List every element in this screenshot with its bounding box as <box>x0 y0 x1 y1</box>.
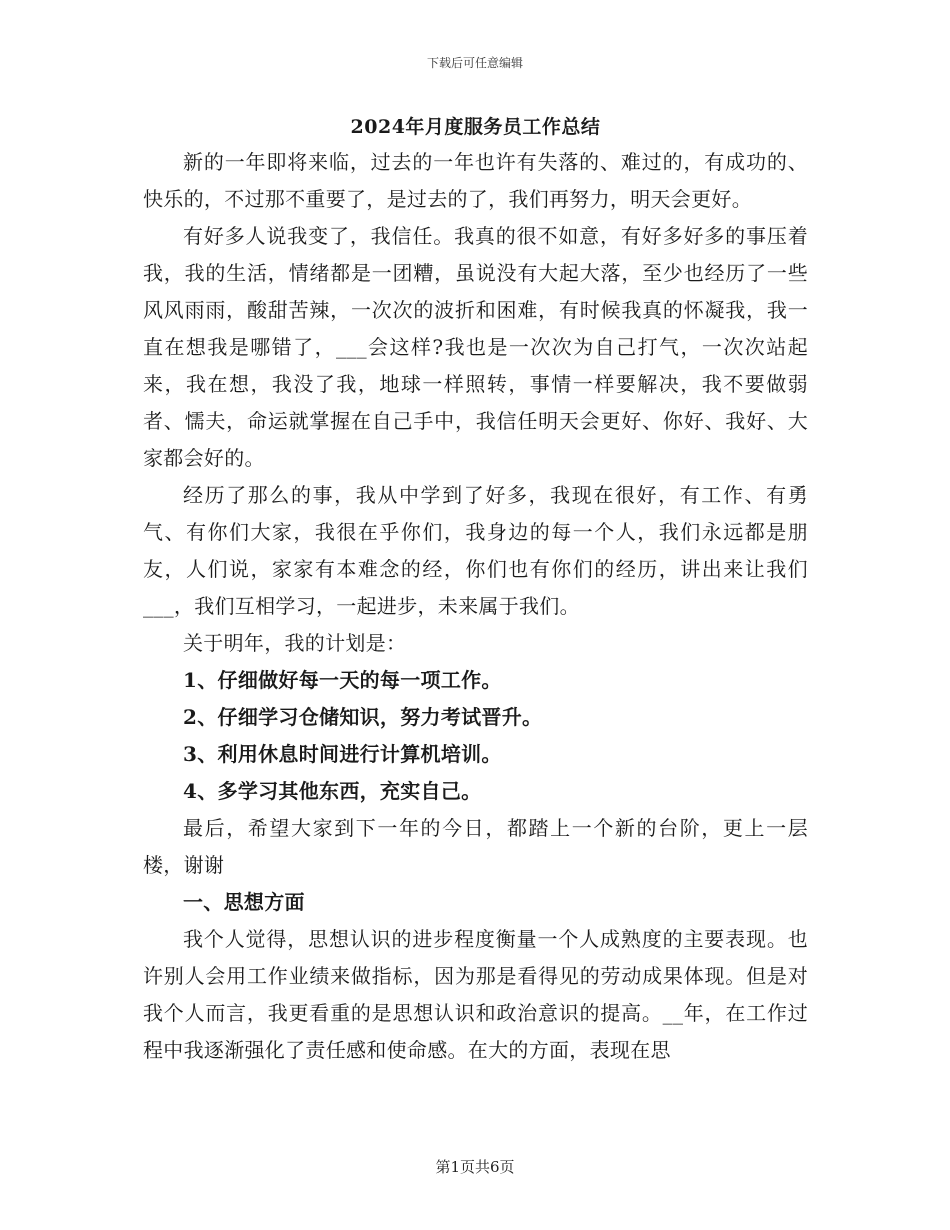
plan-item: 4、多学习其他东西，充实自己。 <box>183 779 482 803</box>
document-page <box>143 110 808 1069</box>
document-body <box>143 144 808 1069</box>
paragraph: 关于明年，我的计划是： <box>183 631 407 655</box>
download-note: 下载后可任意编辑 <box>426 56 523 70</box>
paragraph: 我个人觉得，思想认识的进步程度衡量一个人成熟度的主要表现。也许别人会用工作业绩来做指标，因为那是看得见的劳动成果体现。但是对我个人而言，我更看重的是思想认识和政治意识的提高。__年，在工作过程中我逐渐强化了责任感和使命感。在大的方面，表现在思 <box>143 927 808 1062</box>
document-title: 2024年月度服务员工作总结 <box>350 116 601 138</box>
paragraph: 经历了那么的事，我从中学到了好多，我现在很好，有工作、有勇气、有你们大家，我很在乎你们，我身边的每一个人，我们永远都是朋友，人们说，家家有本难念的经，你们也有你们的经历，讲出来让我们___，我们互相学习，一起进步，未来属于我们。 <box>143 483 808 618</box>
section-heading: 一、思想方面 <box>183 890 305 914</box>
paragraph: 有好多人说我变了，我信任。我真的很不如意，有好多好多的事压着我，我的生活，情绪都是一团糟，虽说没有大起大落，至少也经历了一些风风雨雨，酸甜苦辣，一次次的波折和困难，有时候我真的怀凝我，我一直在想我是哪错了，___会这样?我也是一次次为自己打气，一次次站起来，我在想，我没了我，地球一样照转，事情一样要解决，我不要做弱者、懦夫，命运就掌握在自己手中，我信任明天会更好、你好、我好、大家都会好的。 <box>143 224 808 470</box>
paragraph: 最后，希望大家到下一年的今日，都踏上一个新的台阶，更上一层楼，谢谢 <box>143 816 808 877</box>
plan-item: 3、利用休息时间进行计算机培训。 <box>183 742 502 766</box>
plan-item: 1、仔细做好每一天的每一项工作。 <box>183 668 502 692</box>
paragraph: 新的一年即将来临，过去的一年也许有失落的、难过的，有成功的、快乐的，不过那不重要了，是过去的了，我们再努力，明天会更好。 <box>143 150 808 211</box>
page-number: 第1页共6页 <box>435 1158 515 1176</box>
plan-item: 2、仔细学习仓储知识，努力考试晋升。 <box>183 705 543 729</box>
